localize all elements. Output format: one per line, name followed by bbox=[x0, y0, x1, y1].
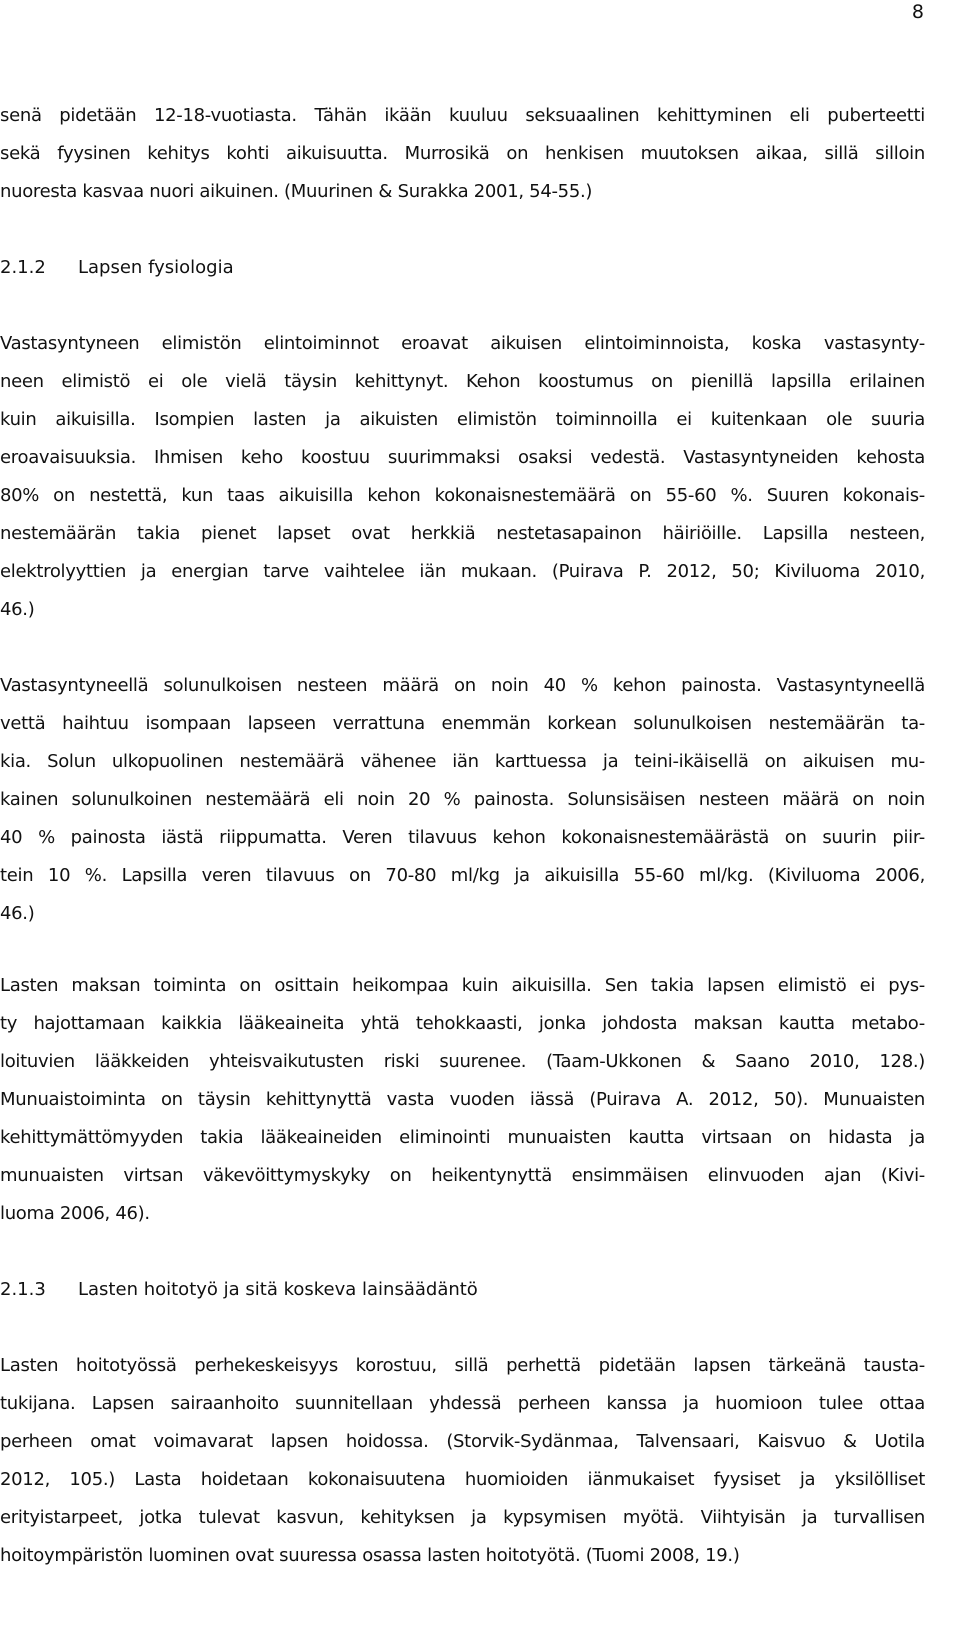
section-number: 2.1.3 bbox=[0, 1279, 46, 1300]
text-line: neen elimistö ei ole vielä täysin kehittynyt. Kehon koostumus on pienillä lapsilla erilainen bbox=[0, 371, 925, 392]
text-line: elektrolyyttien ja energian tarve vaihtelee iän mukaan. (Puirava P. 2012, 50; Kiviluoma 2010, bbox=[0, 561, 925, 582]
text-line: 40 % painosta iästä riippumatta. Veren tilavuus kehon kokonaisnestemäärästä on suurin piir- bbox=[0, 827, 925, 848]
section-number: 2.1.2 bbox=[0, 257, 46, 278]
text-line: 2012, 105.) Lasta hoidetaan kokonaisuutena huomioiden iänmukaiset fyysiset ja yksilölliset bbox=[0, 1469, 925, 1490]
section-heading-2-1-2 bbox=[0, 249, 234, 287]
text-line: kehittymättömyyden takia lääkeaineiden eliminointi munuaisten kautta virtsaan on hidasta ja bbox=[0, 1127, 925, 1148]
text-line: Vastasyntyneellä solunulkoisen nesteen määrä on noin 40 % kehon painosta. Vastasyntyneellä bbox=[0, 675, 925, 696]
text-line: tukijana. Lapsen sairaanhoito suunnitellaan yhdessä perheen kanssa ja huomioon tulee ottaa bbox=[0, 1393, 925, 1414]
section-title: Lasten hoitotyö ja sitä koskeva lainsäädäntö bbox=[78, 1279, 478, 1300]
text-line: 80% on nestettä, kun taas aikuisilla kehon kokonaisnestemäärä on 55-60 %. Suuren kokonais- bbox=[0, 485, 925, 506]
paragraph-liver-kidney bbox=[0, 967, 925, 1233]
text-line: erityistarpeet, jotka tulevat kasvun, kehityksen ja kypsymisen myötä. Viihtyisän ja turvallisen bbox=[0, 1507, 925, 1528]
text-line: kainen solunulkoinen nestemäärä eli noin 20 % painosta. Solunsisäisen nesteen määrä on noin bbox=[0, 789, 925, 810]
text-line: Lasten hoitotyössä perhekeskeisyys korostuu, sillä perhettä pidetään lapsen tärkeänä tausta- bbox=[0, 1355, 925, 1376]
text-line: nuoresta kasvaa nuori aikuinen. (Muurinen & Surakka 2001, 54-55.) bbox=[0, 181, 593, 202]
text-line: Lasten maksan toiminta on osittain heikompaa kuin aikuisilla. Sen takia lapsen elimistö ei pys- bbox=[0, 975, 925, 996]
paragraph-nursing bbox=[0, 1347, 925, 1575]
text-line: Munuaistoiminta on täysin kehittynyttä vasta vuoden iässä (Puirava A. 2012, 50). Munuaisten bbox=[0, 1089, 925, 1110]
text-line: kuin aikuisilla. Isompien lasten ja aikuisten elimistön toiminnoilla ei kuitenkaan ole suuria bbox=[0, 409, 925, 430]
text-line: munuaisten virtsan väkevöittymyskyky on heikentynyttä ensimmäisen elinvuoden ajan (Kivi- bbox=[0, 1165, 925, 1186]
text-line: kia. Solun ulkopuolinen nestemäärä vähenee iän karttuessa ja teini-ikäisellä on aikuisen mu- bbox=[0, 751, 925, 772]
text-line: Vastasyntyneen elimistön elintoiminnot eroavat aikuisen elintoiminnoista, koska vastasynty- bbox=[0, 333, 925, 354]
text-line: hoitoympäristön luominen ovat suuressa osassa lasten hoitotyötä. (Tuomi 2008, 19.) bbox=[0, 1545, 740, 1566]
text-line: ty hajottamaan kaikkia lääkeaineita yhtä tehokkaasti, jonka johdosta maksan kautta metabo- bbox=[0, 1013, 925, 1034]
paragraph-puberty bbox=[0, 97, 925, 211]
section-heading-2-1-3 bbox=[0, 1271, 478, 1309]
text-line: 46.) bbox=[0, 903, 35, 924]
paragraph-fluids bbox=[0, 667, 925, 933]
text-line: tein 10 %. Lapsilla veren tilavuus on 70-80 ml/kg ja aikuisilla 55-60 ml/kg. (Kiviluoma 2006, bbox=[0, 865, 925, 886]
page-number: 8 bbox=[911, 1, 924, 23]
text-line: senä pidetään 12-18-vuotiasta. Tähän ikään kuuluu seksuaalinen kehittyminen eli puberteetti bbox=[0, 105, 925, 126]
text-line: luoma 2006, 46). bbox=[0, 1203, 150, 1224]
paragraph-physiology bbox=[0, 325, 925, 629]
section-title: Lapsen fysiologia bbox=[78, 257, 234, 278]
text-line: vettä haihtuu isompaan lapseen verrattuna enemmän korkean solunulkoisen nestemäärän ta- bbox=[0, 713, 925, 734]
text-line: perheen omat voimavarat lapsen hoidossa. (Storvik-Sydänmaa, Talvensaari, Kaisvuo & Uotila bbox=[0, 1431, 925, 1452]
text-line: loituvien lääkkeiden yhteisvaikutusten riski suurenee. (Taam-Ukkonen & Saano 2010, 128.) bbox=[0, 1051, 925, 1072]
text-line: sekä fyysinen kehitys kohti aikuisuutta. Murrosikä on henkisen muutoksen aikaa, sillä silloin bbox=[0, 143, 925, 164]
text-line: nestemäärän takia pienet lapset ovat herkkiä nestetasapainon häiriöille. Lapsilla nesteen, bbox=[0, 523, 925, 544]
text-line: 46.) bbox=[0, 599, 35, 620]
text-line: eroavaisuuksia. Ihmisen keho koostuu suurimmaksi osaksi vedestä. Vastasyntyneiden kehosta bbox=[0, 447, 925, 468]
